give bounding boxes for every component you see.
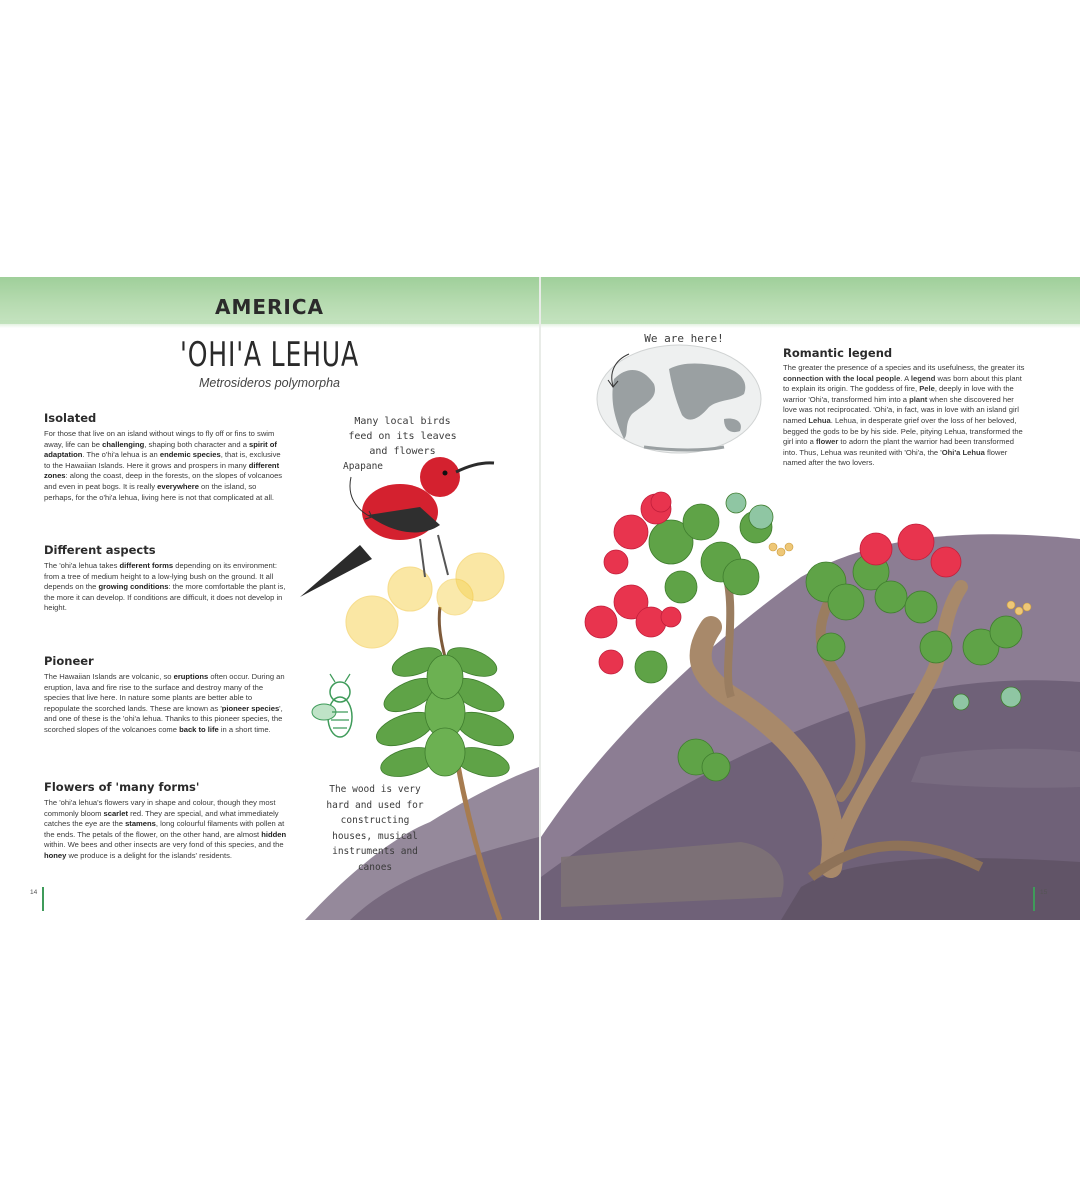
page-tick-right <box>1033 887 1035 911</box>
section-body: For those that live on an island without wings to fly off or fins to swim away, life can be challenging, shaping both character and a spirit of adaptation. The o'hi'a lehua is an endemic species, that is, exclusive to the Hawaiian Islands. Here it grows and prospers in many different zones: along the coast, deep in the forests, on the slopes of volcanoes and even in peat bogs. It is really everywhere on the island, so perhaps, for the o'hi'a lehua, living here is not that complicated at all. <box>44 429 283 502</box>
section-isolated <box>44 411 287 503</box>
page-tick-left <box>42 887 44 911</box>
romantic-legend-section <box>783 346 1027 469</box>
section-heading: Flowers of 'many forms' <box>44 780 200 794</box>
left-page <box>0 277 539 920</box>
page-number-left: 14 <box>30 889 38 896</box>
section-heading: Different aspects <box>44 543 156 557</box>
yellow-flower-cluster <box>346 553 504 648</box>
arrow-icon <box>345 475 385 525</box>
scientific-name: Metrosideros polymorpha <box>198 376 341 390</box>
bird-name-label: Apapane <box>342 461 384 472</box>
section-heading: Pioneer <box>44 654 94 668</box>
section-body: The 'ohi'a lehua's flowers vary in shape and colour, though they most commonly bloom scarlet red. They are special, and what immediately catches the eye are the stamens, long colourful filaments with pollen at the ends. The petals of the flower, on the other hand, are almost hidden within. We bees and other insects are very fond of this species, and the honey we produce is a delight for the islands' residents. <box>44 798 287 860</box>
book-spread <box>0 277 1080 920</box>
page-title: 'OHI'A LEHUA <box>180 335 359 375</box>
leaf-stack <box>372 642 518 782</box>
section-flowers <box>44 780 287 862</box>
section-body: The Hawaiian Islands are volcanic, so eruptions often occur. During an eruption, lava and fire rise to the surface and destroy many of the species that live here. In nature some plants are better able to repopulate the scorched lands. These are known as 'pioneer species', and one of these is the 'ohi'a lehua. Thanks to this pioneer species, the scorched slopes of the volcanoes come back to life in a short time. <box>44 672 285 734</box>
section-heading: Romantic legend <box>783 346 893 360</box>
bee-icon <box>310 672 370 752</box>
section-heading: Isolated <box>44 411 97 425</box>
arrow-icon <box>605 352 635 392</box>
right-page <box>541 277 1080 920</box>
page-number-right: 15 <box>1040 889 1048 896</box>
continent-heading: AMERICA <box>214 295 325 319</box>
wood-note: The wood is very hard and used for constructing houses, musical instruments and canoes <box>326 784 424 873</box>
section-pioneer <box>44 654 287 736</box>
birds-note: Many local birds feed on its leaves and flowers <box>348 416 457 457</box>
section-body: The 'ohi'a lehua takes different forms depending on its environment: from a tree of medium height to a low-lying bush on the ground. It all depends on the growing conditions: the more comfortable the plant is, the more it can develop. If conditions are difficult, it does not develop in height. <box>44 561 286 613</box>
section-different-aspects <box>44 543 287 614</box>
map-label: We are here! <box>644 332 724 345</box>
section-body: The greater the presence of a species and its usefulness, the greater its connection with the local people. A legend was born about this plant to explain its origin. The goddess of fire, Pele, deeply in love with the warrior 'Ohi'a, transformed him into a plant when she discovered her love was not reciprocated. 'Ohi'a, in fact, was in love with an island girl named Lehua. Lehua, in desperate grief over the loss of her beloved, begged the gods to be by his side. Pele, pitying Lehua, transformed the girl into a flower to adorn the plant the warrior had been transformed into. Thus, Lehua was reunited with 'Ohi'a, the 'Ohi'a Lehua flower named after the two lovers. <box>783 363 1025 468</box>
